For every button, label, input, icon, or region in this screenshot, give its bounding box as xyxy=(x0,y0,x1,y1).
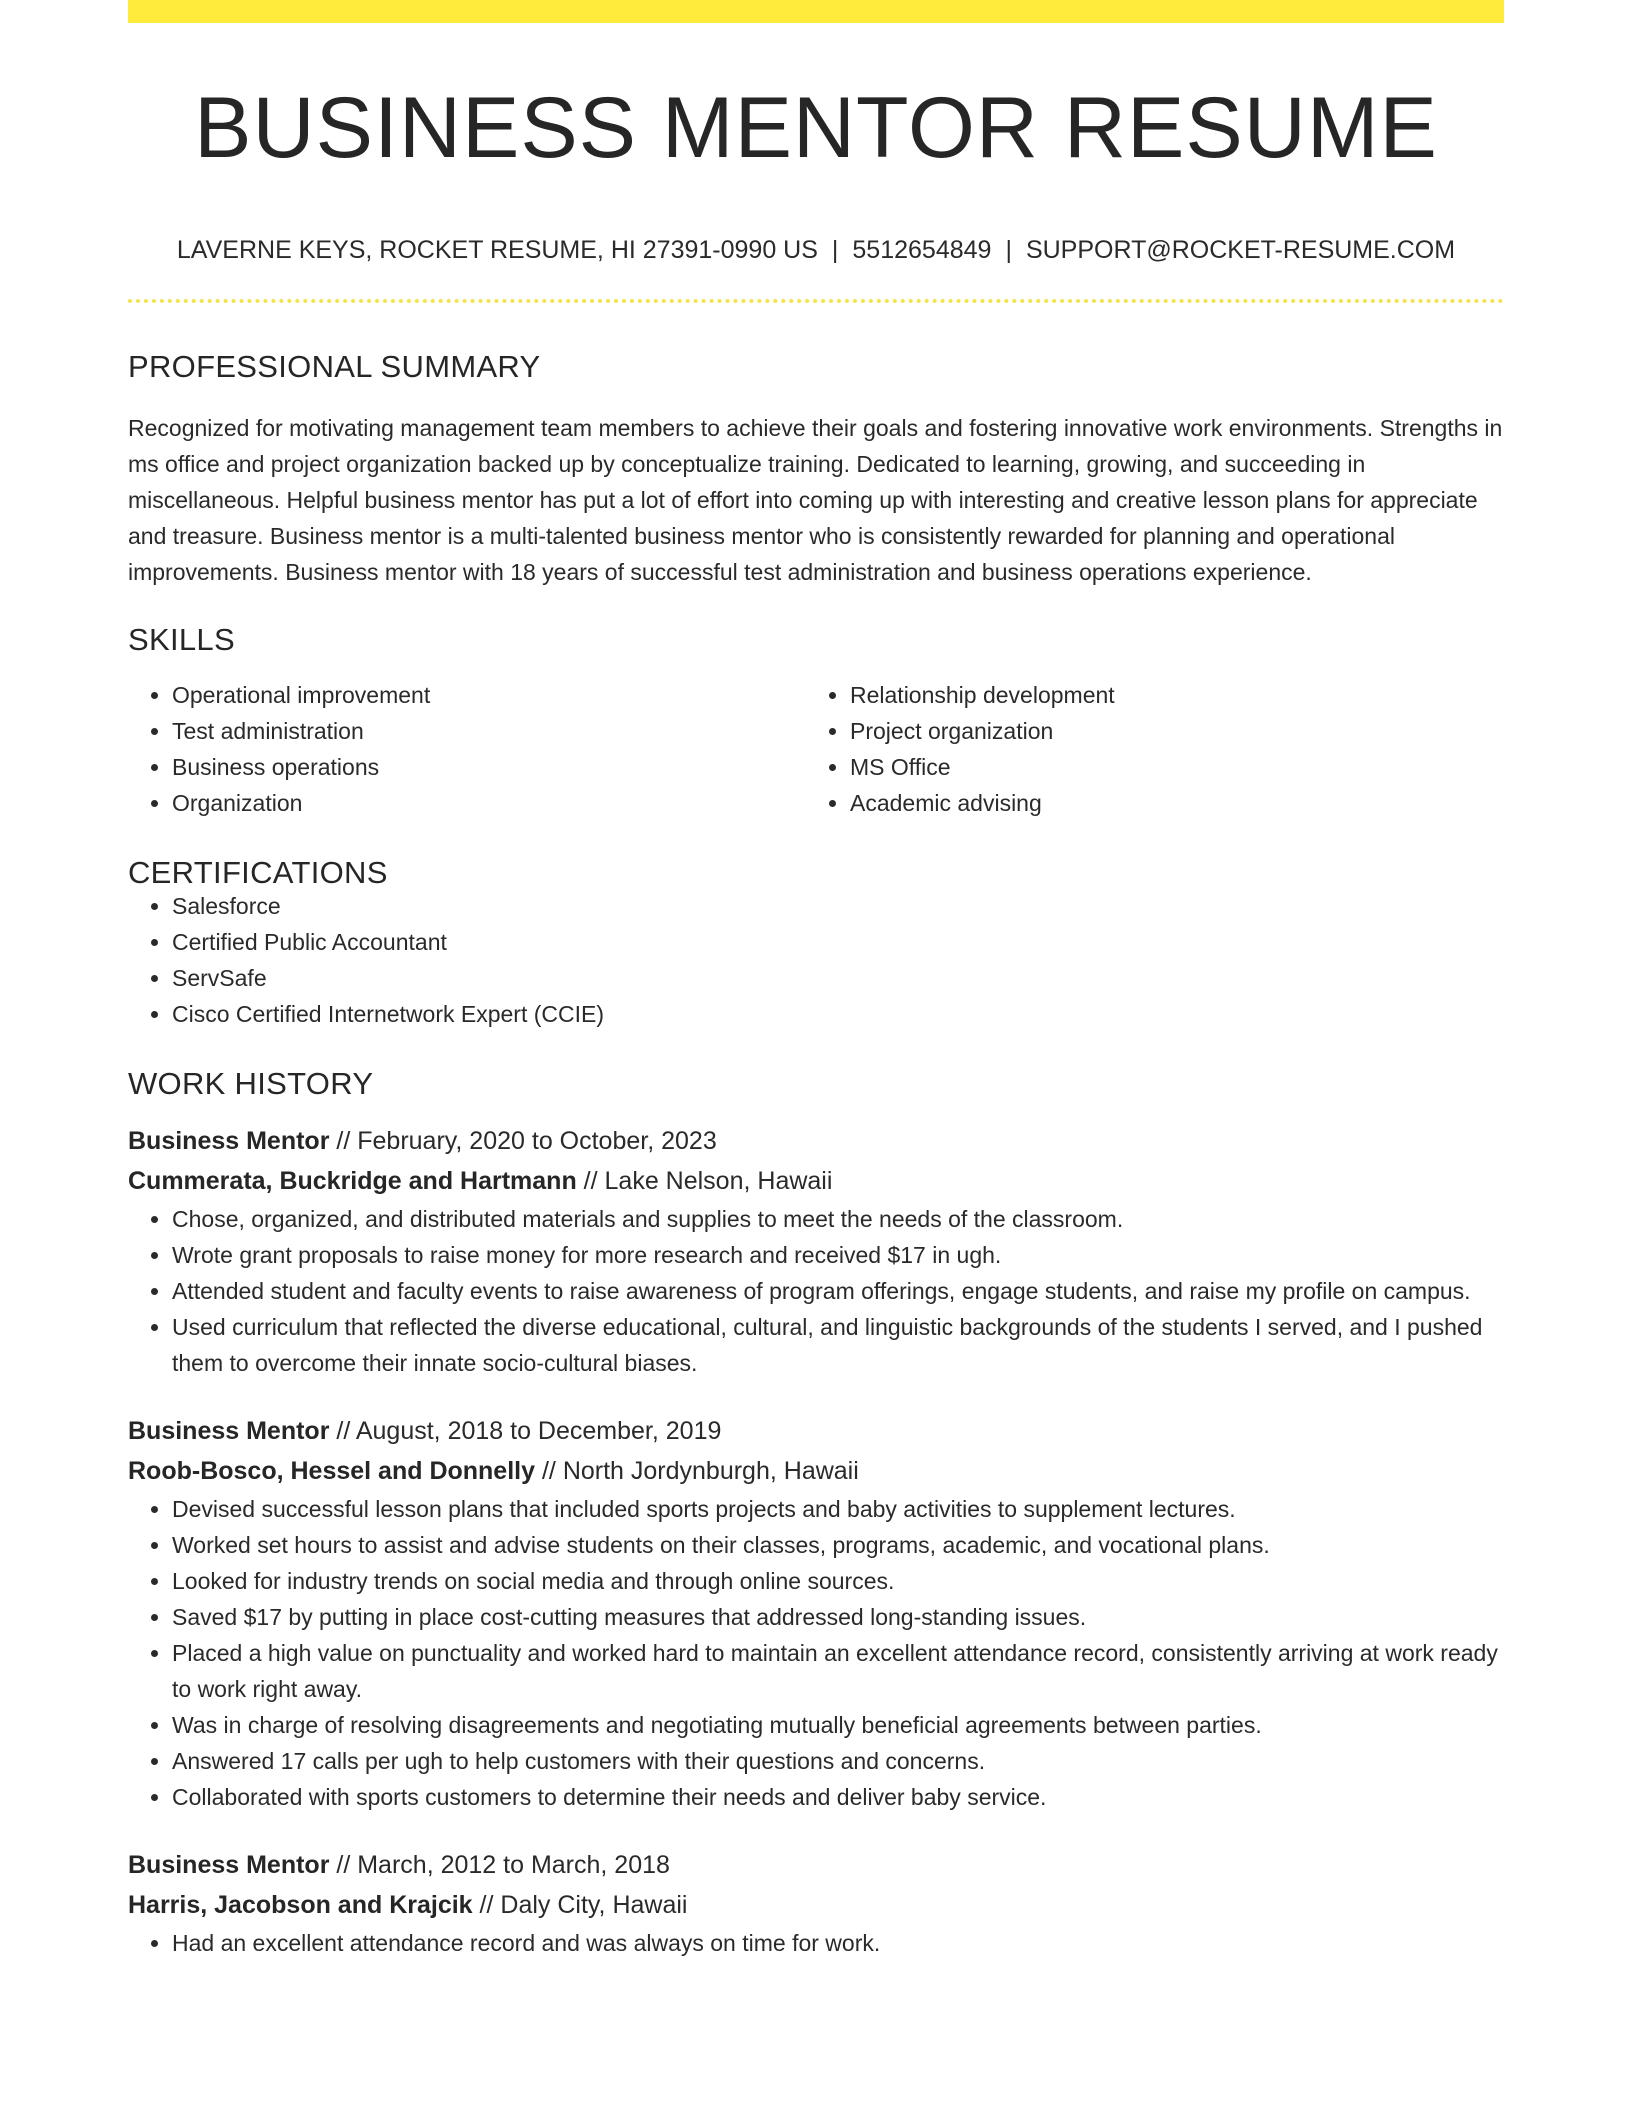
skills-list-right xyxy=(806,677,1484,821)
skill-item: • Organization xyxy=(172,785,806,821)
resume-page xyxy=(128,0,1504,1961)
job-bullet: • Saved $17 by putting in place cost-cutting measures that addressed long-standing issues. xyxy=(172,1599,1504,1635)
job-dates: August, 2018 to December, 2019 xyxy=(355,1417,722,1445)
job-location: Daly City, Hawaii xyxy=(500,1891,688,1919)
job-separator: // xyxy=(329,1417,356,1445)
contact-separator: | xyxy=(831,236,839,264)
certification-item: • Certified Public Accountant xyxy=(172,924,1504,960)
job-bullet: • Looked for industry trends on social media and through online sources. xyxy=(172,1563,1504,1599)
job-bullet: • Worked set hours to assist and advise students on their classes, programs, academic, and vocational plans. xyxy=(172,1527,1504,1563)
job-bullet: • Attended student and faculty events to raise awareness of program offerings, engage students, and raise my profile on campus. xyxy=(172,1273,1504,1309)
job-dates: February, 2020 to October, 2023 xyxy=(357,1127,717,1155)
job-dates: March, 2012 to March, 2018 xyxy=(357,1851,670,1879)
job-entry xyxy=(128,1411,1504,1815)
skill-item: • Business operations xyxy=(172,749,806,785)
resume-title: BUSINESS MENTOR RESUME xyxy=(194,80,1438,176)
job-bullets xyxy=(128,1491,1504,1815)
job-company-line xyxy=(128,1885,1504,1925)
job-entry xyxy=(128,1845,1504,1961)
job-title-line xyxy=(128,1121,1504,1161)
job-bullet: • Devised successful lesson plans that included sports projects and baby activities to supplement lectures. xyxy=(172,1491,1504,1527)
job-separator: // xyxy=(535,1457,563,1485)
job-bullet: • Used curriculum that reflected the diverse educational, cultural, and linguistic backgrounds of the students I served, and I pushed them to overcome their innate socio-cultural biases. xyxy=(172,1309,1504,1381)
contact-separator: | xyxy=(1005,236,1012,264)
job-location: Lake Nelson, Hawaii xyxy=(604,1167,833,1195)
job-bullet: • Had an excellent attendance record and was always on time for work. xyxy=(172,1925,1504,1961)
job-separator: // xyxy=(576,1167,605,1195)
skills-column-left xyxy=(128,677,806,821)
skill-item: • Operational improvement xyxy=(172,677,806,713)
dotted-divider xyxy=(128,299,1504,303)
certifications-heading: CERTIFICATIONS xyxy=(128,855,388,890)
contact-email: SUPPORT@ROCKET-RESUME.COM xyxy=(1025,236,1456,264)
job-bullet: • Chose, organized, and distributed materials and supplies to meet the needs of the classroom. xyxy=(172,1201,1504,1237)
job-location: North Jordynburgh, Hawaii xyxy=(562,1457,859,1485)
job-bullet: • Answered 17 calls per ugh to help customers with their questions and concerns. xyxy=(172,1743,1504,1779)
job-bullets xyxy=(128,1925,1504,1961)
skills-heading: SKILLS xyxy=(128,622,235,657)
skill-item: • Test administration xyxy=(172,713,806,749)
job-company: Harris, Jacobson and Krajcik xyxy=(128,1891,473,1919)
job-separator: // xyxy=(329,1127,358,1155)
job-title-line xyxy=(128,1411,1504,1451)
certification-item: • Salesforce xyxy=(172,888,1504,924)
accent-top-bar xyxy=(128,0,1504,23)
certification-item: • Cisco Certified Internetwork Expert (CCIE) xyxy=(172,996,1504,1032)
contact-phone: 5512654849 xyxy=(852,236,992,264)
job-entry xyxy=(128,1121,1504,1381)
certification-item: • ServSafe xyxy=(172,960,1504,996)
job-title: Business Mentor xyxy=(128,1417,330,1445)
job-title: Business Mentor xyxy=(128,1127,330,1155)
job-bullets xyxy=(128,1201,1504,1381)
summary-text: Recognized for motivating management team members to achieve their goals and fostering innovative work environments. Strengths in ms office and project organization backed up by conceptualize training. Dedicated to learning, growing, and succeeding in miscellaneous. Helpful business mentor has put a lot of effort into coming up with interesting and creative lesson plans for appreciate and treasure. Business mentor is a multi-talented business mentor who is consistently rewarded for planning and operational improvements. Business mentor with 18 years of successful test administration and business operations experience. xyxy=(128,415,1503,585)
skill-item: • Academic advising xyxy=(850,785,1484,821)
work-history-heading: WORK HISTORY xyxy=(128,1066,374,1101)
contact-address: LAVERNE KEYS, ROCKET RESUME, HI 27391-0990 US xyxy=(176,236,818,264)
skills-grid xyxy=(128,677,1504,821)
job-bullet: • Collaborated with sports customers to determine their needs and deliver baby service. xyxy=(172,1779,1504,1815)
certifications-list xyxy=(128,888,1504,1032)
job-company: Roob-Bosco, Hessel and Donnelly xyxy=(128,1457,536,1485)
job-title: Business Mentor xyxy=(128,1851,330,1879)
skills-column-right xyxy=(806,677,1484,821)
skill-item: • MS Office xyxy=(850,749,1484,785)
job-bullet: • Wrote grant proposals to raise money for more research and received $17 in ugh. xyxy=(172,1237,1504,1273)
job-separator: // xyxy=(472,1891,501,1919)
skills-list-left xyxy=(128,677,806,821)
skill-item: • Relationship development xyxy=(850,677,1484,713)
job-title-line xyxy=(128,1845,1504,1885)
job-separator: // xyxy=(329,1851,358,1879)
job-bullet: • Placed a high value on punctuality and worked hard to maintain an excellent attendance record, consistently arriving at work ready to work right away. xyxy=(172,1635,1504,1707)
skill-item: • Project organization xyxy=(850,713,1484,749)
job-company-line xyxy=(128,1161,1504,1201)
job-bullet: • Was in charge of resolving disagreements and negotiating mutually beneficial agreements between parties. xyxy=(172,1707,1504,1743)
summary-heading: PROFESSIONAL SUMMARY xyxy=(128,349,541,384)
job-company-line xyxy=(128,1451,1504,1491)
contact-line xyxy=(128,238,1504,263)
job-company: Cummerata, Buckridge and Hartmann xyxy=(128,1167,577,1195)
